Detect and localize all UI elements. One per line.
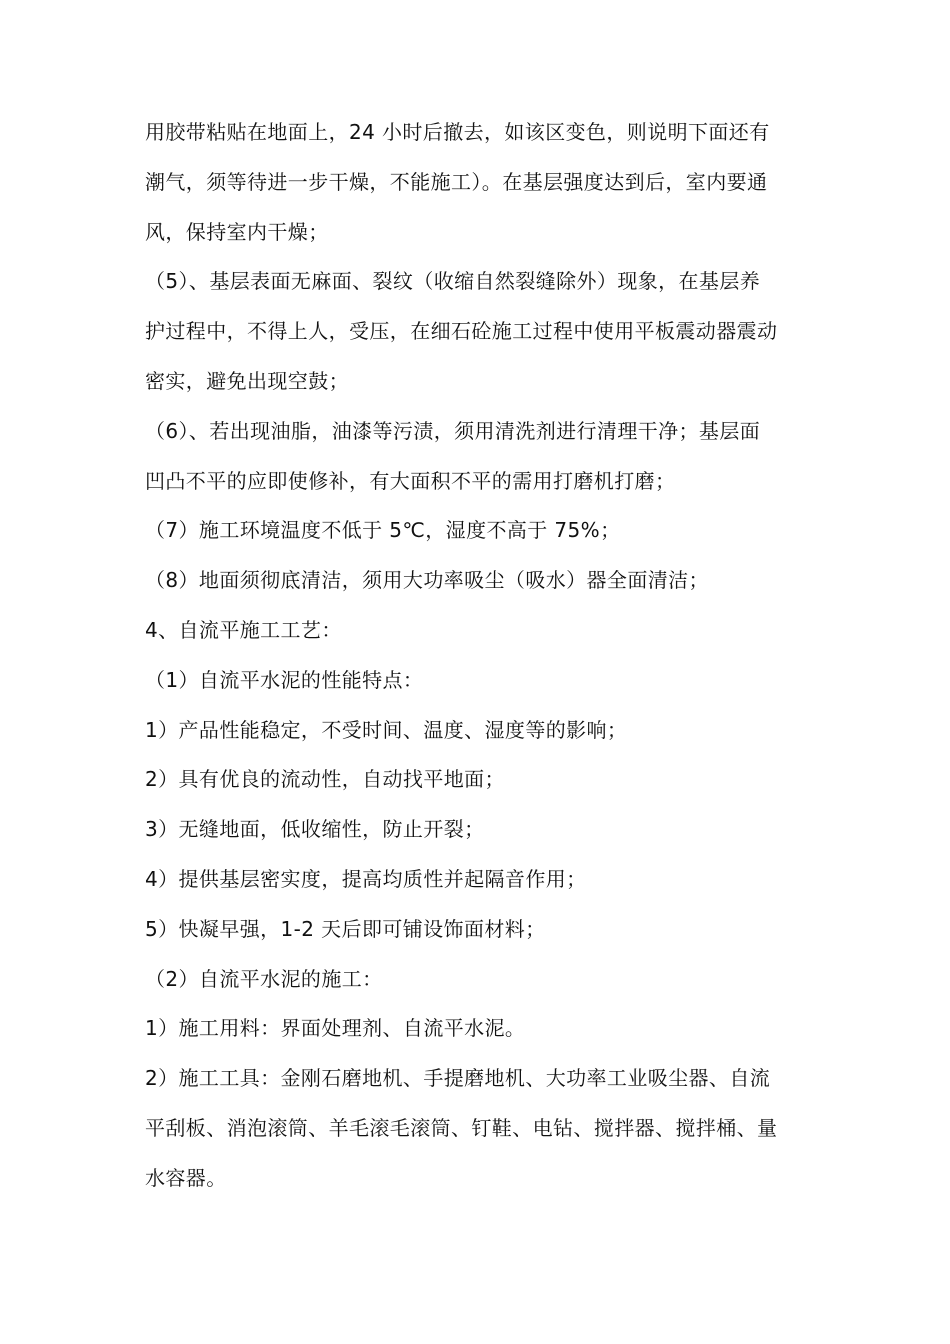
list-item: 3）无缝地面，低收缩性，防止开裂； xyxy=(145,817,485,842)
text-line-5: 护过程中，不得上人，受压，在细石砼施工过程中使用平板震动器震动 xyxy=(145,319,778,344)
subsection-heading: （2）自流平水泥的施工： xyxy=(145,966,383,991)
list-item: 1）产品性能稳定，不受时间、温度、湿度等的影响； xyxy=(145,717,628,742)
list-item: 2）施工工具：金刚石磨地机、手提磨地机、大功率工业吸尘器、自流 xyxy=(145,1066,771,1091)
subsection-heading: （1）自流平水泥的性能特点： xyxy=(145,667,424,692)
text-line-4: （5）、基层表面无麻面、裂纹（收缩自然裂缝除外）现象，在基层养 xyxy=(145,269,761,294)
list-item: 2）具有优良的流动性，自动找平地面； xyxy=(145,767,505,792)
list-item: 1）施工用料：界面处理剂、自流平水泥。 xyxy=(145,1016,526,1041)
document-body xyxy=(145,108,815,1204)
text-line-6: 密实，避免出现空鼓； xyxy=(145,368,349,393)
list-item: 5）快凝早强，1-2 天后即可铺设饰面材料； xyxy=(145,916,546,941)
text-line-7: （6）、若出现油脂，油漆等污渍，须用清洗剂进行清理干净；基层面 xyxy=(145,418,761,443)
text-line-9: （7）施工环境温度不低于 5℃，湿度不高于 75%； xyxy=(145,518,621,543)
text-line-2: 潮气，须等待进一步干燥，不能施工）。在基层强度达到后，室内要通 xyxy=(145,169,768,194)
list-item: 4）提供基层密实度，提高均质性并起隔音作用； xyxy=(145,866,587,891)
text-line-1: 用胶带粘贴在地面上，24 小时后撤去，如该区变色，则说明下面还有 xyxy=(145,120,770,144)
text-line-3: 风，保持室内干燥； xyxy=(145,219,329,244)
list-item-continuation: 水容器。 xyxy=(145,1165,227,1190)
text-line-10: （8）地面须彻底清洁，须用大功率吸尘（吸水）器全面清洁； xyxy=(145,568,709,593)
section-heading: 4、自流平施工工艺： xyxy=(145,617,342,642)
list-item-continuation: 平刮板、消泡滚筒、羊毛滚毛滚筒、钉鞋、电钻、搅拌器、搅拌桶、量 xyxy=(145,1115,778,1140)
text-line-8: 凹凸不平的应即使修补，有大面积不平的需用打磨机打磨； xyxy=(145,468,676,493)
